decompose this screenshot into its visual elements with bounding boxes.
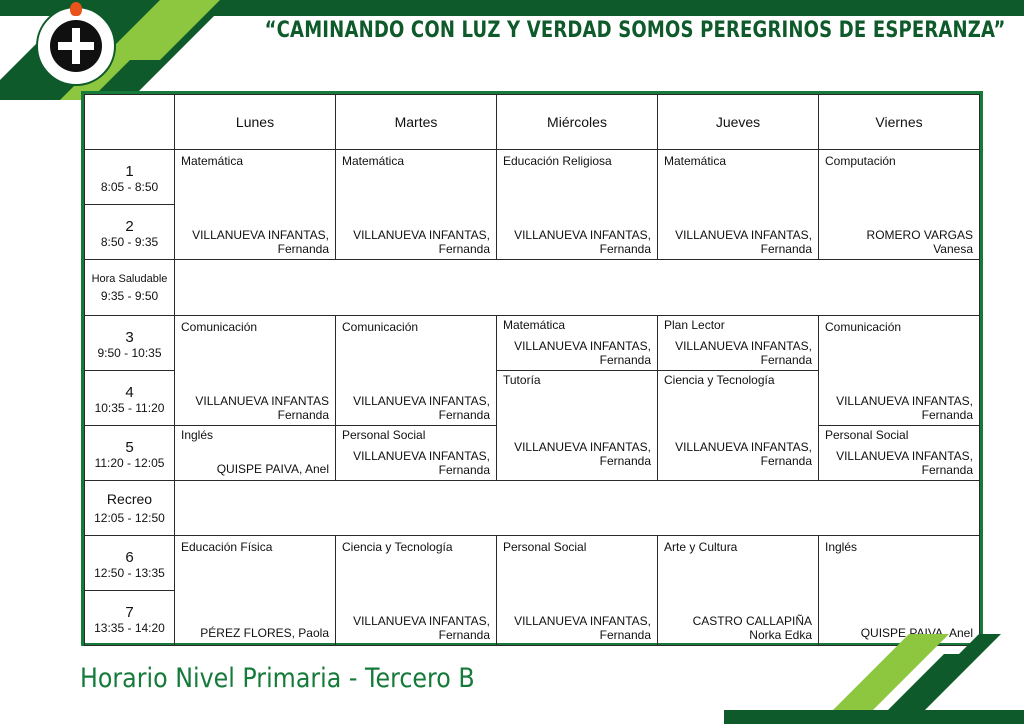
teacher-name: VILLANUEVA INFANTAS, <box>675 228 812 242</box>
class-cell <box>336 316 497 426</box>
teacher-name: QUISPE PAIVA, Anel <box>860 626 973 640</box>
slot-number: 5 <box>125 438 134 456</box>
teacher-firstname: Fernanda <box>438 463 490 477</box>
subject-label: Plan Lector <box>664 318 725 332</box>
teacher-name: PÉREZ FLORES, Paola <box>200 626 329 640</box>
teacher-label <box>353 449 490 477</box>
break-label: Recreo <box>106 491 153 507</box>
teacher-firstname: Fernanda <box>438 242 490 256</box>
subject-label: Computación <box>825 154 896 168</box>
class-cell <box>819 536 980 646</box>
teacher-label <box>836 394 973 422</box>
subject-label: Inglés <box>181 428 214 442</box>
header-motto: “CAMINANDO CON LUZ Y VERDAD SOMOS PEREGRINOS DE ESPERANZA” <box>265 18 1006 43</box>
subject-label: Matemática <box>664 154 727 168</box>
teacher-label <box>217 462 329 476</box>
school-logo <box>36 6 116 86</box>
slot-number: 7 <box>125 603 134 621</box>
class-cell <box>497 150 658 260</box>
teacher-name: VILLANUEVA INFANTAS, <box>514 339 651 353</box>
teacher-firstname: Fernanda <box>438 408 490 422</box>
subject-label: Comunicación <box>342 320 419 334</box>
subject-label: Inglés <box>825 540 858 554</box>
slot-time: 8:05 - 8:50 <box>100 179 159 194</box>
slot-time: 11:20 - 12:05 <box>94 455 165 470</box>
teacher-firstname: Fernanda <box>277 408 329 422</box>
teacher-firstname: Fernanda <box>921 408 973 422</box>
teacher-name: VILLANUEVA INFANTAS <box>195 394 329 408</box>
class-cell <box>336 426 497 481</box>
teacher-firstname: Fernanda <box>599 454 651 468</box>
teacher-name: VILLANUEVA INFANTAS, <box>353 614 490 628</box>
day-viernes: Viernes <box>819 95 980 150</box>
slot-time: 9:35 - 9:50 <box>100 288 159 303</box>
subject-label: Matemática <box>342 154 405 168</box>
subject-label: Tutoría <box>503 373 541 387</box>
teacher-label <box>353 228 490 256</box>
schedule-grid <box>84 94 980 646</box>
time-slot-5 <box>85 426 175 481</box>
subject-label: Ciencia y Tecnología <box>342 540 453 554</box>
class-cell <box>658 371 819 481</box>
teacher-name: VILLANUEVA INFANTAS, <box>353 394 490 408</box>
teacher-name: VILLANUEVA INFANTAS, <box>514 614 651 628</box>
subject-label: Matemática <box>181 154 244 168</box>
slot-number: 6 <box>125 548 134 566</box>
slot-time: 13:35 - 14:20 <box>94 620 165 635</box>
class-cell <box>819 150 980 260</box>
day-jueves: Jueves <box>658 95 819 150</box>
teacher-name: VILLANUEVA INFANTAS, <box>836 394 973 408</box>
subject-label: Ciencia y Tecnología <box>664 373 775 387</box>
class-cell <box>658 316 819 371</box>
subject-label: Personal Social <box>825 428 909 442</box>
teacher-firstname: Fernanda <box>277 242 329 256</box>
class-cell <box>497 371 658 481</box>
class-cell <box>336 536 497 646</box>
teacher-label <box>675 339 812 367</box>
slot-time: 9:50 - 10:35 <box>97 345 162 360</box>
day-lunes: Lunes <box>175 95 336 150</box>
teacher-name: QUISPE PAIVA, Anel <box>216 462 329 476</box>
logo-cross-bar <box>58 42 94 50</box>
class-cell <box>336 150 497 260</box>
teacher-name: VILLANUEVA INFANTAS, <box>514 228 651 242</box>
slot-number: 1 <box>125 162 134 180</box>
teacher-label <box>514 339 651 367</box>
subject-label: Personal Social <box>342 428 426 442</box>
schedule-title: Horario Nivel Primaria - Tercero B <box>80 663 475 694</box>
teacher-label <box>192 228 329 256</box>
teacher-label <box>200 626 329 640</box>
teacher-firstname: Fernanda <box>760 242 812 256</box>
corner-cell <box>85 95 175 150</box>
break-cell <box>175 260 980 316</box>
class-cell <box>175 426 336 481</box>
teacher-label <box>675 440 812 468</box>
class-cell <box>658 150 819 260</box>
teacher-firstname: Fernanda <box>438 628 490 642</box>
teacher-name: ROMERO VARGAS <box>866 228 973 242</box>
subject-label: Comunicación <box>825 320 902 334</box>
break-cell <box>175 481 980 536</box>
slot-time: 12:50 - 13:35 <box>94 565 165 580</box>
teacher-label <box>353 394 490 422</box>
class-cell <box>497 316 658 371</box>
day-martes: Martes <box>336 95 497 150</box>
teacher-name: VILLANUEVA INFANTAS, <box>836 449 973 463</box>
slot-number: 2 <box>125 217 134 235</box>
class-cell <box>658 536 819 646</box>
row-break-healthy <box>85 260 980 316</box>
row-period-3 <box>85 316 980 371</box>
teacher-label <box>514 228 651 256</box>
time-slot-1 <box>85 150 175 205</box>
teacher-name: VILLANUEVA INFANTAS, <box>514 440 651 454</box>
teacher-label <box>514 614 651 642</box>
teacher-name: VILLANUEVA INFANTAS, <box>675 339 812 353</box>
row-period-6 <box>85 536 980 591</box>
subject-label: Comunicación <box>181 320 258 334</box>
time-slot-3 <box>85 316 175 371</box>
slot-time: 10:35 - 11:20 <box>94 400 165 415</box>
logo-shield <box>50 20 102 72</box>
subject-label: Educación Religiosa <box>503 154 612 168</box>
class-cell <box>497 536 658 646</box>
schedule-table <box>81 91 983 646</box>
subject-label: Matemática <box>503 318 566 332</box>
class-cell <box>819 316 980 426</box>
teacher-firstname: Vanesa <box>933 242 973 256</box>
header-row <box>85 95 980 150</box>
teacher-name: VILLANUEVA INFANTAS, <box>675 440 812 454</box>
teacher-name: VILLANUEVA INFANTAS, <box>353 228 490 242</box>
slot-time: 8:50 - 9:35 <box>100 234 159 249</box>
subject-label: Personal Social <box>503 540 587 554</box>
time-slot-break1 <box>85 260 175 316</box>
time-slot-7 <box>85 591 175 646</box>
time-slot-6 <box>85 536 175 591</box>
teacher-label <box>195 394 329 422</box>
class-cell <box>175 316 336 426</box>
class-cell <box>175 150 336 260</box>
teacher-firstname: Fernanda <box>921 463 973 477</box>
teacher-firstname: Fernanda <box>760 454 812 468</box>
row-break-recess <box>85 481 980 536</box>
teacher-label <box>514 440 651 468</box>
teacher-name: VILLANUEVA INFANTAS, <box>353 449 490 463</box>
teacher-label <box>836 449 973 477</box>
teacher-label <box>353 614 490 642</box>
subject-label: Educación Física <box>181 540 273 554</box>
time-slot-break2 <box>85 481 175 536</box>
subject-label: Arte y Cultura <box>664 540 738 554</box>
break-label: Hora Saludable <box>91 272 168 285</box>
teacher-firstname: Fernanda <box>760 353 812 367</box>
flame-icon <box>70 2 82 16</box>
time-slot-4 <box>85 371 175 426</box>
teacher-label <box>867 228 973 256</box>
teacher-label <box>675 228 812 256</box>
slot-time: 12:05 - 12:50 <box>94 511 165 525</box>
class-cell <box>819 426 980 481</box>
teacher-name: VILLANUEVA INFANTAS, <box>192 228 329 242</box>
teacher-name: CASTRO CALLAPIÑA <box>692 614 812 628</box>
teacher-firstname: Fernanda <box>599 353 651 367</box>
teacher-firstname: Fernanda <box>599 242 651 256</box>
teacher-firstname: Norka Edka <box>749 628 812 642</box>
row-period-1 <box>85 150 980 205</box>
teacher-firstname: Fernanda <box>599 628 651 642</box>
class-cell <box>175 536 336 646</box>
time-slot-2 <box>85 205 175 260</box>
slot-number: 3 <box>125 328 134 346</box>
slot-number: 4 <box>125 383 134 401</box>
day-miercoles: Miércoles <box>497 95 658 150</box>
footer-band <box>724 710 1024 724</box>
